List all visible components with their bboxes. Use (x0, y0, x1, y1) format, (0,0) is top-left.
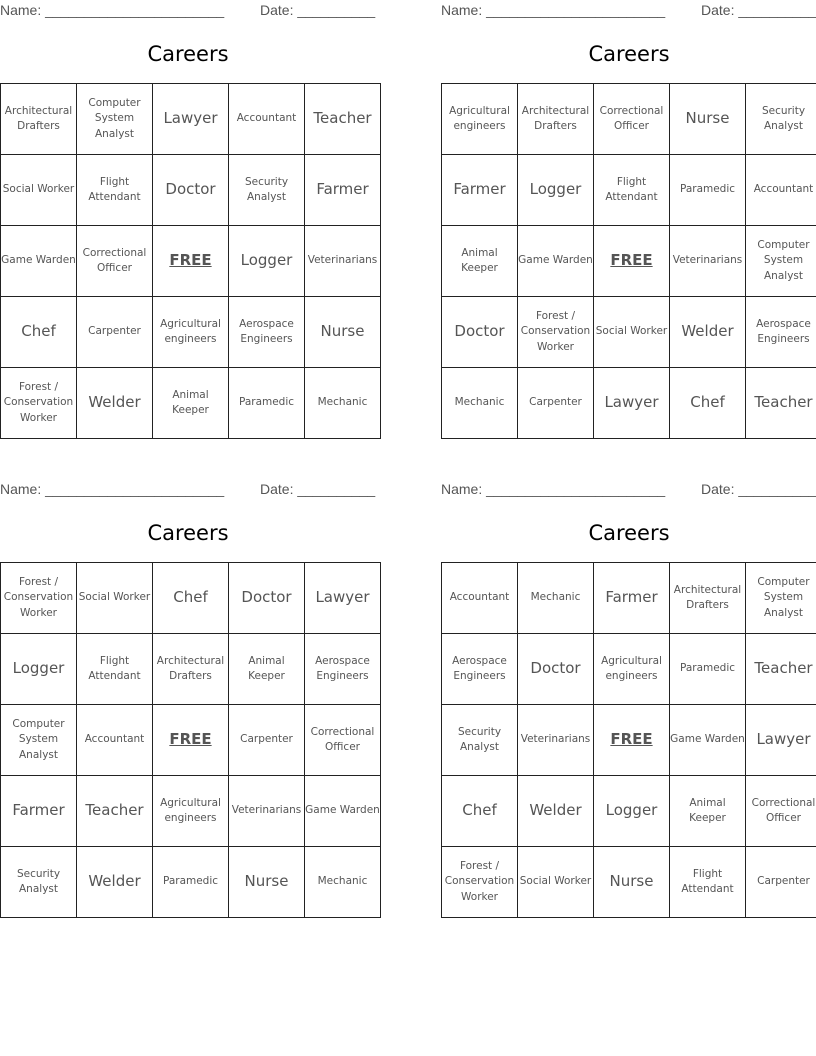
bingo-cell: Mechanic (518, 563, 594, 634)
bingo-cell: Animal Keeper (229, 634, 305, 705)
bingo-cell: Mechanic (442, 368, 518, 439)
bingo-cell: Social Worker (518, 847, 594, 918)
bingo-cell: Accountant (746, 155, 816, 226)
bingo-cell: Flight Attendant (77, 155, 153, 226)
date-field: Date: __________ (701, 2, 816, 18)
bingo-cell: Welder (77, 368, 153, 439)
bingo-cell: Architectural Drafters (518, 84, 594, 155)
bingo-cell: Architectural Drafters (1, 84, 77, 155)
name-field: Name: _______________________ (0, 2, 225, 18)
bingo-cell: Forest / Conservation Worker (1, 563, 77, 634)
bingo-cell: Carpenter (518, 368, 594, 439)
bingo-grid (0, 562, 381, 918)
bingo-cell: Aerospace Engineers (442, 634, 518, 705)
bingo-row (442, 226, 816, 297)
card-title: Careers (588, 42, 670, 66)
bingo-cell: Lawyer (305, 563, 381, 634)
bingo-cell: Social Worker (1, 155, 77, 226)
bingo-cell: Logger (1, 634, 77, 705)
bingo-cell: Logger (229, 226, 305, 297)
bingo-cell: Computer System Analyst (746, 226, 816, 297)
card-header (0, 0, 376, 22)
bingo-cell: Computer System Analyst (77, 84, 153, 155)
bingo-cell: Game Warden (518, 226, 594, 297)
card-header (441, 0, 816, 22)
bingo-cell: Aerospace Engineers (746, 297, 816, 368)
bingo-grid (0, 83, 381, 439)
date-field: Date: __________ (701, 481, 816, 497)
bingo-cell: Animal Keeper (670, 776, 746, 847)
free-space-cell: FREE (594, 705, 670, 776)
bingo-row (1, 297, 381, 368)
bingo-grid (441, 83, 816, 439)
bingo-cell: Paramedic (670, 155, 746, 226)
bingo-cell: Nurse (305, 297, 381, 368)
bingo-cell: Veterinarians (518, 705, 594, 776)
bingo-cell: Paramedic (670, 634, 746, 705)
bingo-cell: Logger (594, 776, 670, 847)
bingo-cell: Agricultural engineers (153, 297, 229, 368)
bingo-cell: Agricultural engineers (594, 634, 670, 705)
name-field: Name: _______________________ (441, 2, 666, 18)
bingo-cell: Nurse (670, 84, 746, 155)
bingo-cell: Teacher (746, 368, 816, 439)
bingo-cell: Carpenter (229, 705, 305, 776)
bingo-cell: Agricultural engineers (442, 84, 518, 155)
bingo-row (442, 563, 816, 634)
bingo-cell: Social Worker (594, 297, 670, 368)
bingo-cell: Game Warden (1, 226, 77, 297)
bingo-cell: Welder (77, 847, 153, 918)
bingo-cell: Flight Attendant (670, 847, 746, 918)
bingo-cell: Doctor (153, 155, 229, 226)
bingo-cell: Teacher (305, 84, 381, 155)
card-title: Careers (147, 42, 229, 66)
bingo-cell: Chef (1, 297, 77, 368)
bingo-cell: Computer System Analyst (746, 563, 816, 634)
bingo-cell: Flight Attendant (77, 634, 153, 705)
bingo-cell: Accountant (442, 563, 518, 634)
bingo-row (1, 84, 381, 155)
free-space-cell: FREE (153, 705, 229, 776)
bingo-row (1, 563, 381, 634)
name-field: Name: _______________________ (0, 481, 225, 497)
bingo-cell: Security Analyst (1, 847, 77, 918)
bingo-row (1, 847, 381, 918)
bingo-cell: Lawyer (594, 368, 670, 439)
bingo-cell: Computer System Analyst (1, 705, 77, 776)
free-space-cell: FREE (594, 226, 670, 297)
bingo-cell: Social Worker (77, 563, 153, 634)
bingo-cell: Farmer (442, 155, 518, 226)
card-title: Careers (147, 521, 229, 545)
bingo-cell: Carpenter (746, 847, 816, 918)
bingo-cell: Veterinarians (229, 776, 305, 847)
bingo-row (442, 155, 816, 226)
bingo-cell: Forest / Conservation Worker (1, 368, 77, 439)
bingo-cell: Game Warden (670, 705, 746, 776)
bingo-cell: Paramedic (229, 368, 305, 439)
bingo-cell: Teacher (77, 776, 153, 847)
bingo-cell: Aerospace Engineers (305, 634, 381, 705)
bingo-cell: Doctor (518, 634, 594, 705)
bingo-cell: Farmer (305, 155, 381, 226)
bingo-cell: Doctor (442, 297, 518, 368)
bingo-row (442, 847, 816, 918)
date-field: Date: __________ (260, 2, 376, 18)
bingo-cell: Lawyer (153, 84, 229, 155)
bingo-cell: Veterinarians (305, 226, 381, 297)
name-field: Name: _______________________ (441, 481, 666, 497)
card-title: Careers (588, 521, 670, 545)
bingo-cell: Mechanic (305, 847, 381, 918)
bingo-cell: Paramedic (153, 847, 229, 918)
bingo-row (1, 368, 381, 439)
bingo-row (1, 776, 381, 847)
bingo-cell: Forest / Conservation Worker (518, 297, 594, 368)
bingo-row (442, 297, 816, 368)
bingo-cell: Architectural Drafters (670, 563, 746, 634)
bingo-row (1, 705, 381, 776)
bingo-row (1, 634, 381, 705)
bingo-cell: Correctional Officer (305, 705, 381, 776)
bingo-cell: Accountant (229, 84, 305, 155)
bingo-cell: Welder (518, 776, 594, 847)
bingo-cell: Architectural Drafters (153, 634, 229, 705)
bingo-cell: Chef (153, 563, 229, 634)
bingo-cell: Chef (670, 368, 746, 439)
bingo-row (442, 368, 816, 439)
bingo-cell: Lawyer (746, 705, 816, 776)
bingo-cell: Farmer (1, 776, 77, 847)
bingo-cell: Correctional Officer (77, 226, 153, 297)
bingo-cell: Aerospace Engineers (229, 297, 305, 368)
card-header (441, 479, 816, 501)
bingo-cell: Nurse (229, 847, 305, 918)
bingo-cell: Doctor (229, 563, 305, 634)
bingo-cell: Correctional Officer (746, 776, 816, 847)
free-space-cell: FREE (153, 226, 229, 297)
bingo-cell: Logger (518, 155, 594, 226)
bingo-grid (441, 562, 816, 918)
bingo-row (442, 84, 816, 155)
bingo-cell: Agricultural engineers (153, 776, 229, 847)
bingo-cell: Animal Keeper (442, 226, 518, 297)
bingo-cell: Nurse (594, 847, 670, 918)
bingo-cell: Security Analyst (229, 155, 305, 226)
bingo-row (442, 634, 816, 705)
bingo-row (1, 226, 381, 297)
bingo-cell: Veterinarians (670, 226, 746, 297)
bingo-cell: Flight Attendant (594, 155, 670, 226)
bingo-cell: Accountant (77, 705, 153, 776)
bingo-row (442, 776, 816, 847)
bingo-cell: Farmer (594, 563, 670, 634)
bingo-cell: Welder (670, 297, 746, 368)
bingo-row (1, 155, 381, 226)
bingo-cell: Game Warden (305, 776, 381, 847)
date-field: Date: __________ (260, 481, 376, 497)
bingo-row (442, 705, 816, 776)
bingo-cell: Security Analyst (442, 705, 518, 776)
bingo-cell: Security Analyst (746, 84, 816, 155)
bingo-cell: Carpenter (77, 297, 153, 368)
bingo-cell: Animal Keeper (153, 368, 229, 439)
bingo-cell: Forest / Conservation Worker (442, 847, 518, 918)
bingo-cell: Teacher (746, 634, 816, 705)
card-header (0, 479, 376, 501)
bingo-cell: Chef (442, 776, 518, 847)
bingo-cell: Correctional Officer (594, 84, 670, 155)
bingo-cell: Mechanic (305, 368, 381, 439)
